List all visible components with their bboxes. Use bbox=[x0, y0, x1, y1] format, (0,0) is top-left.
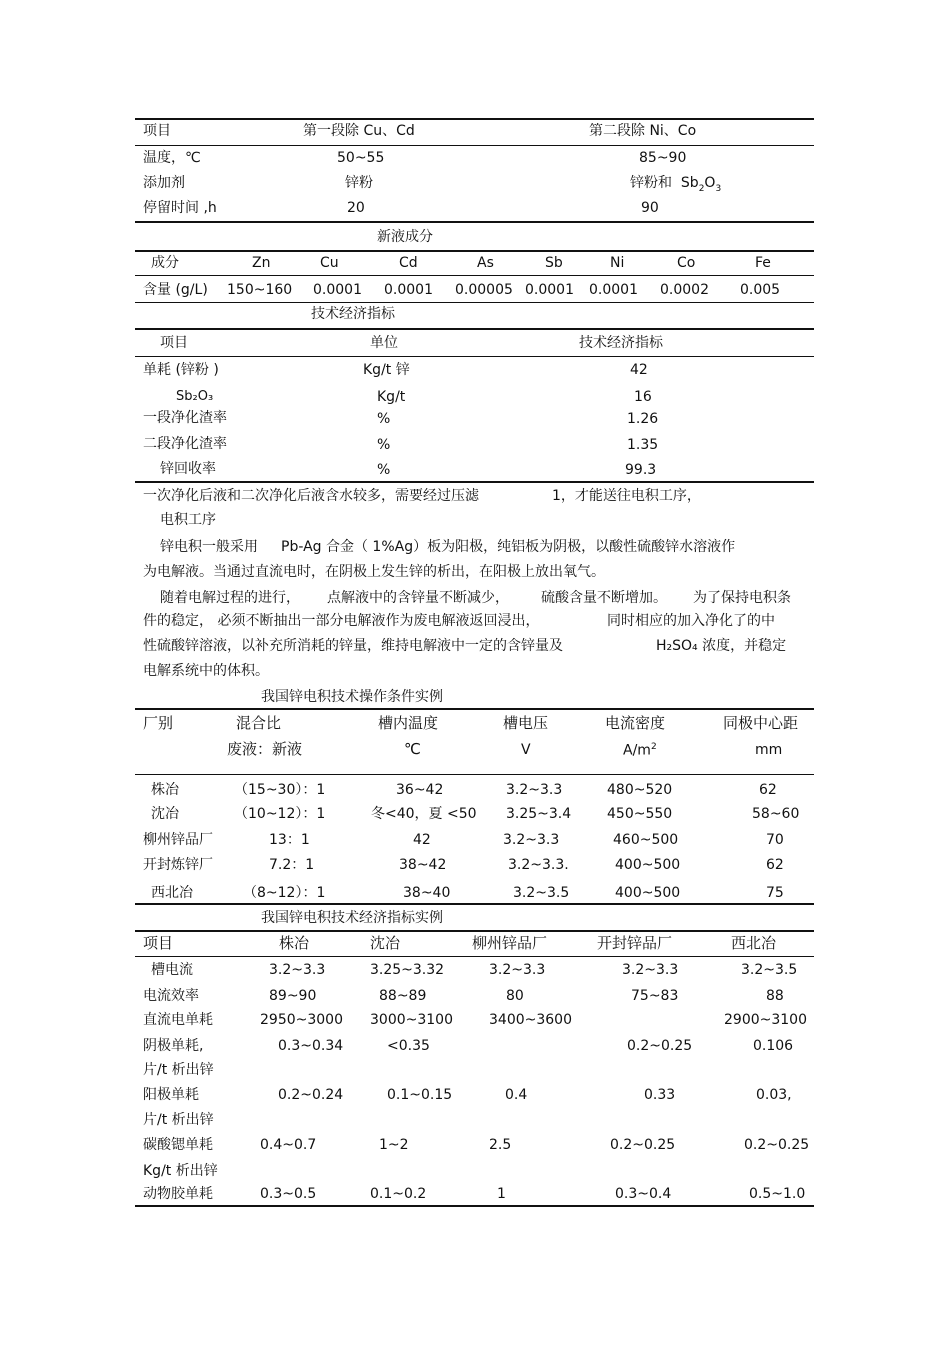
table2-header-cell: As bbox=[477, 255, 494, 271]
table4-cell: 3.2~3.3. bbox=[508, 857, 569, 873]
table5-cell: 电流效率 bbox=[143, 988, 199, 1004]
table5-cell: 3400~3600 bbox=[489, 1012, 572, 1028]
table3-header-cell: 单位 bbox=[370, 335, 398, 351]
table2-header-cell: Zn bbox=[252, 255, 271, 271]
table2-header-cell: 成分 bbox=[151, 255, 179, 271]
table2-bottom-rule bbox=[135, 302, 814, 303]
table4-header-rule bbox=[135, 774, 814, 775]
table5-cell: 0.106 bbox=[753, 1038, 794, 1054]
table2-cell: 0.0001 bbox=[589, 282, 638, 298]
body-text: H₂SO₄ 浓度，并稳定 bbox=[656, 638, 787, 654]
table4-caption: 我国锌电积技术操作条件实例 bbox=[261, 689, 443, 705]
table4-cell: （10~12）：1 bbox=[234, 806, 326, 822]
table4-cell: 西北冶 bbox=[151, 885, 193, 901]
table1-header-stage1: 第一段除 Cu、Cd bbox=[303, 123, 415, 139]
table2-header-cell: Cd bbox=[399, 255, 418, 271]
table4-header-cell: 电流密度 bbox=[605, 714, 666, 732]
table1-row-stage2: 90 bbox=[641, 200, 659, 216]
table2-cell: 0.0001 bbox=[384, 282, 433, 298]
table5-cell: 0.4~0.7 bbox=[260, 1137, 317, 1153]
table4-cell: 62 bbox=[766, 857, 784, 873]
table4-cell: 460~500 bbox=[613, 832, 679, 848]
table4-cell: （15~30）：1 bbox=[234, 782, 326, 798]
table4-subheader-cell bbox=[623, 743, 657, 758]
table5-cell: 片/t 析出锌 bbox=[143, 1112, 214, 1128]
body-text: 性硫酸锌溶液，以补充所消耗的锌量，维持电解液中一定的含锌量及 bbox=[143, 638, 563, 654]
table4-cell: 柳州锌品厂 bbox=[143, 832, 213, 848]
table3-row-value: 1.26 bbox=[627, 411, 659, 427]
table5-header-cell: 开封锌品厂 bbox=[597, 934, 673, 952]
table5-cell: 槽电流 bbox=[151, 962, 193, 978]
table3-row-label: 单耗 (锌粉 ) bbox=[143, 362, 219, 378]
table4-cell: 400~500 bbox=[615, 885, 681, 901]
body-text: 为了保持电积条 bbox=[693, 590, 791, 606]
body-text: 硫酸含量不断增加。 bbox=[541, 590, 667, 606]
table4-cell: （8~12）：1 bbox=[243, 885, 326, 901]
table2-header-cell: Ni bbox=[610, 255, 625, 271]
table5-cell: 0.33 bbox=[644, 1087, 676, 1103]
table3-row-unit: Kg/t 锌 bbox=[363, 362, 410, 378]
body-text: 同时相应的加入净化了的中 bbox=[607, 613, 775, 629]
unit-text: A/m bbox=[623, 742, 651, 759]
table4-cell: 沈冶 bbox=[151, 806, 179, 822]
table3-row-unit: % bbox=[377, 437, 391, 453]
table4-subheader-cell: mm bbox=[755, 742, 783, 758]
table3-caption: 技术经济指标 bbox=[311, 306, 395, 322]
table4-cell: 400~500 bbox=[615, 857, 681, 873]
table5-cell: 直流电单耗 bbox=[143, 1012, 213, 1028]
table4-cell: 480~520 bbox=[607, 782, 673, 798]
table5-cell: 动物胶单耗 bbox=[143, 1186, 213, 1202]
body-text: 1，才能送往电积工序， bbox=[552, 488, 701, 504]
table4-header-cell: 混合比 bbox=[236, 714, 282, 732]
table3-bottom-rule bbox=[135, 481, 814, 483]
table5-cell: 2.5 bbox=[489, 1137, 512, 1153]
table5-cell: 阳极单耗 bbox=[143, 1087, 199, 1103]
table2-top-rule bbox=[135, 250, 814, 252]
table1-bottom-rule bbox=[135, 221, 814, 223]
table2-header-cell: Cu bbox=[320, 255, 339, 271]
table5-caption: 我国锌电积技术经济指标实例 bbox=[261, 910, 443, 926]
table3-row-label: 二段净化渣率 bbox=[143, 436, 227, 452]
table5-cell: 0.2~0.25 bbox=[627, 1038, 693, 1054]
body-text: 为电解液。当通过直流电时，在阴极上发生锌的析出，在阳极上放出氧气。 bbox=[143, 564, 605, 580]
table5-cell: Kg/t 析出锌 bbox=[143, 1163, 218, 1179]
table5-cell: 3.2~3.3 bbox=[622, 962, 679, 978]
table5-cell: 0.03, bbox=[756, 1087, 792, 1103]
table5-header-cell: 西北冶 bbox=[731, 934, 777, 952]
table4-cell: 3.2~3.3 bbox=[506, 782, 563, 798]
table5-cell: 0.1~0.15 bbox=[387, 1087, 453, 1103]
additive-text: 锌粉和 bbox=[630, 175, 672, 191]
table5-cell: 0.3~0.4 bbox=[615, 1186, 672, 1202]
body-text: 随着电解过程的进行， bbox=[160, 590, 300, 606]
table5-cell: 0.2~0.24 bbox=[278, 1087, 344, 1103]
chem-sub: 3 bbox=[715, 183, 722, 194]
body-text: 锌电积一般采用 bbox=[160, 539, 258, 555]
table3-row-unit: % bbox=[377, 462, 391, 478]
table2-cell: 0.005 bbox=[740, 282, 781, 298]
table4-header-cell: 槽电压 bbox=[503, 714, 549, 732]
table2-cell: 0.0001 bbox=[525, 282, 574, 298]
table4-cell: 36~42 bbox=[396, 782, 444, 798]
table5-top-rule bbox=[135, 930, 814, 932]
table5-header-cell: 株冶 bbox=[279, 934, 310, 952]
table5-header-cell: 项目 bbox=[143, 934, 174, 952]
table1-header-rule bbox=[135, 145, 814, 146]
table5-cell: 3000~3100 bbox=[370, 1012, 453, 1028]
table3-header-cell: 技术经济指标 bbox=[579, 335, 663, 351]
table1-header-item: 项目 bbox=[143, 123, 171, 139]
table3-row-label: 一段净化渣率 bbox=[143, 410, 227, 426]
table4-cell: 450~550 bbox=[607, 806, 673, 822]
table4-subheader-cell: ℃ bbox=[404, 740, 421, 758]
table5-cell: 0.4 bbox=[505, 1087, 528, 1103]
table5-cell: 0.2~0.25 bbox=[610, 1137, 676, 1153]
section-heading: 电积工序 bbox=[160, 512, 216, 528]
table5-header-cell: 沈冶 bbox=[370, 934, 401, 952]
table5-cell: 1 bbox=[497, 1186, 506, 1202]
table4-cell: 3.2~3.3 bbox=[503, 832, 560, 848]
table1-header-stage2: 第二段除 Ni、Co bbox=[589, 123, 697, 139]
table2-cell: 0.0002 bbox=[660, 282, 709, 298]
table4-cell: 冬<40，夏 <50 bbox=[371, 806, 477, 822]
chem-o: O bbox=[704, 175, 716, 191]
table2-header-cell: Co bbox=[677, 255, 696, 271]
table4-cell: 38~40 bbox=[403, 885, 451, 901]
table3-header-rule bbox=[135, 356, 814, 357]
table4-cell: 38~42 bbox=[399, 857, 447, 873]
table4-cell: 株冶 bbox=[151, 782, 179, 798]
table3-row-label: 锌回收率 bbox=[160, 461, 216, 477]
table1-row-label: 温度，℃ bbox=[143, 150, 201, 166]
table2-caption: 新液成分 bbox=[377, 229, 433, 245]
table5-cell: 2950~3000 bbox=[260, 1012, 343, 1028]
table5-cell: 碳酸锶单耗 bbox=[143, 1137, 213, 1153]
table1-top-rule bbox=[135, 118, 814, 120]
table4-header-cell: 厂别 bbox=[143, 714, 174, 732]
table5-header-cell: 柳州锌品厂 bbox=[472, 934, 548, 952]
table5-cell: <0.35 bbox=[387, 1038, 430, 1054]
table1-row-stage2 bbox=[630, 176, 721, 194]
table1-row-stage2: 85~90 bbox=[639, 150, 687, 166]
table5-cell: 75~83 bbox=[631, 988, 679, 1004]
table5-cell: 3.2~3.3 bbox=[489, 962, 546, 978]
table5-cell: 0.5~1.0 bbox=[749, 1186, 806, 1202]
table2-cell: 150~160 bbox=[227, 282, 293, 298]
table4-cell: 3.2~3.5 bbox=[513, 885, 570, 901]
body-text: 电解系统中的体积。 bbox=[143, 663, 269, 679]
table2-cell: 含量 (g/L) bbox=[143, 282, 208, 298]
table3-row-unit: % bbox=[377, 411, 391, 427]
table5-cell: 0.2~0.25 bbox=[744, 1137, 810, 1153]
table3-row-value: 1.35 bbox=[627, 437, 659, 453]
table3-row-label: Sb₂O₃ bbox=[176, 389, 214, 404]
table5-cell: 0.3~0.34 bbox=[278, 1038, 344, 1054]
table5-cell: 片/t 析出锌 bbox=[143, 1062, 214, 1078]
table3-row-unit: Kg/t bbox=[377, 389, 406, 405]
chem-sub: 2 bbox=[698, 183, 705, 194]
body-text: 一次净化后液和二次净化后液含水较多，需要经过压滤 bbox=[143, 488, 479, 504]
table1-row-label: 添加剂 bbox=[143, 175, 185, 191]
table4-cell: 75 bbox=[766, 885, 784, 901]
table3-header-cell: 项目 bbox=[160, 335, 188, 351]
body-text: 点解液中的含锌量不断减少， bbox=[327, 590, 509, 606]
table5-cell: 88~89 bbox=[379, 988, 427, 1004]
table4-cell: 7.2：1 bbox=[269, 857, 315, 873]
table4-cell: 70 bbox=[766, 832, 784, 848]
table4-top-rule bbox=[135, 708, 814, 710]
table2-header-cell: Fe bbox=[755, 255, 771, 271]
table5-cell: 1~2 bbox=[379, 1137, 409, 1153]
table5-header-rule bbox=[135, 956, 814, 957]
table4-cell: 13：1 bbox=[269, 832, 310, 848]
unit-exponent: 2 bbox=[650, 742, 657, 752]
table2-header-cell: Sb bbox=[545, 255, 563, 271]
table4-cell: 开封炼锌厂 bbox=[143, 857, 213, 873]
table1-row-stage1: 锌粉 bbox=[345, 175, 373, 191]
table1-row-stage1: 50~55 bbox=[337, 150, 385, 166]
table5-bottom-rule bbox=[135, 1205, 814, 1207]
table1-row-stage1: 20 bbox=[347, 200, 365, 216]
table4-cell: 42 bbox=[413, 832, 431, 848]
table5-cell: 0.1~0.2 bbox=[370, 1186, 427, 1202]
chem-sb: Sb bbox=[680, 175, 699, 191]
table2-cell: 0.00005 bbox=[455, 282, 513, 298]
table3-top-rule bbox=[135, 328, 814, 330]
table5-cell: 88 bbox=[766, 988, 784, 1004]
table4-bottom-rule bbox=[135, 903, 814, 905]
table5-cell: 3.25~3.32 bbox=[370, 962, 445, 978]
table4-header-cell: 槽内温度 bbox=[378, 714, 439, 732]
table5-cell: 阴极单耗, bbox=[143, 1038, 204, 1054]
table4-subheader-cell: 废液：新液 bbox=[227, 740, 303, 758]
table3-row-value: 42 bbox=[630, 362, 648, 378]
table5-cell: 89~90 bbox=[269, 988, 317, 1004]
table4-header-cell: 同极中心距 bbox=[723, 714, 799, 732]
table3-row-value: 99.3 bbox=[625, 462, 657, 478]
table4-cell: 58~60 bbox=[752, 806, 800, 822]
table5-cell: 80 bbox=[506, 988, 524, 1004]
table4-cell: 3.25~3.4 bbox=[506, 806, 572, 822]
table1-row-label: 停留时间 ,h bbox=[143, 200, 217, 216]
body-text: 件的稳定， 必须不断抽出一部分电解液作为废电解液返回浸出， bbox=[143, 613, 540, 629]
table4-cell: 62 bbox=[759, 782, 777, 798]
table5-cell: 2900~3100 bbox=[724, 1012, 807, 1028]
table4-subheader-cell: V bbox=[521, 742, 531, 758]
table5-cell: 3.2~3.3 bbox=[269, 962, 326, 978]
table2-header-rule bbox=[135, 275, 814, 276]
table5-cell: 3.2~3.5 bbox=[741, 962, 798, 978]
body-text: Pb-Ag 合金（ 1%Ag）板为阳极，纯铝板为阴极，以酸性硫酸锌水溶液作 bbox=[281, 539, 736, 555]
table2-cell: 0.0001 bbox=[313, 282, 362, 298]
table3-row-value: 16 bbox=[634, 389, 652, 405]
table5-cell: 0.3~0.5 bbox=[260, 1186, 317, 1202]
